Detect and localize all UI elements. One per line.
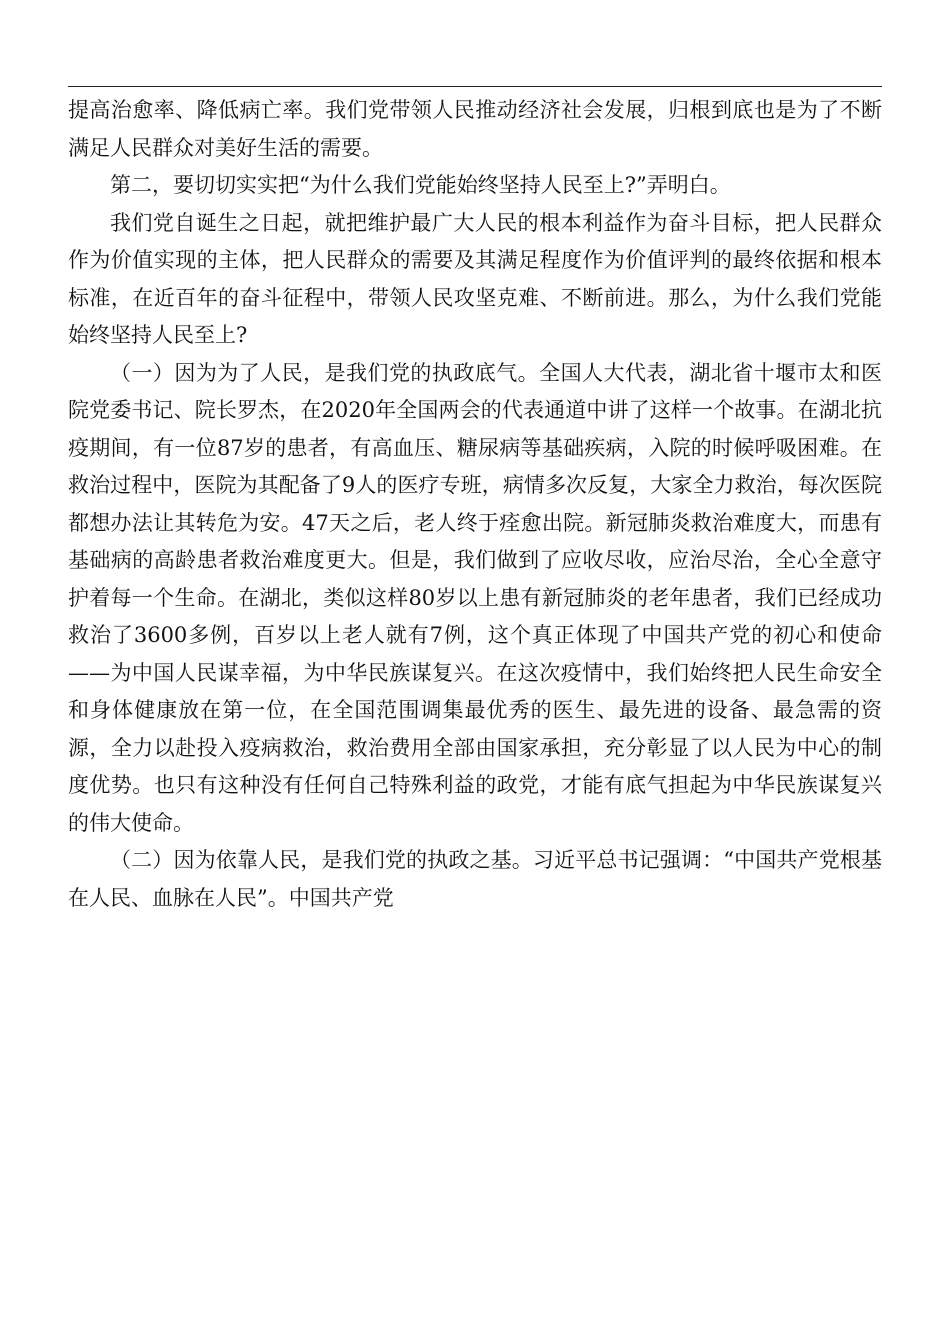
paragraph-section-two-heading: 第二，要切切实实把“为什么我们党能始终坚持人民至上?”弄明白。 <box>110 173 731 197</box>
paragraph-point-one: （一）因为为了人民，是我们党的执政底气。全国人大代表，湖北省十堰市太和医院党委书记、院长罗杰，在2020年全国两会的代表通道中讲了这样一个故事。在湖北抗疫期间，有一位87岁的患者，有高血压、糖尿病等基础疾病，入院的时候呼吸困难。在救治过程中，医院为其配备了9人的医疗专班，病情多次反复，大家全力救治，每次医院都想办法让其转危为安。47天之后，老人终于痊愈出院。新冠肺炎救治难度大，而患有基础病的高龄患者救治难度更大。但是，我们做到了应收尽收，应治尽治，全心全意守护着每一个生命。在湖北，类似这样80岁以上患有新冠肺炎的老年患者，我们已经成功救治了3600多例，百岁以上老人就有7例，这个真正体现了中国共产党的初心和使命——为中国人民谋幸福，为中华民族谋复兴。在这次疫情中，我们始终把人民生命安全和身体健康放在第一位，在全国范围调集最优秀的医生、最先进的设备、最急需的资源，全力以赴投入疫病救治，救治费用全部由国家承担，充分彰显了以人民为中心的制度优势。也只有这种没有任何自己特殊利益的政党，才能有底气担起为中华民族谋复兴的伟大使命。 <box>68 360 882 835</box>
document-body <box>68 92 882 917</box>
header-rule <box>68 86 882 87</box>
paragraph-party-purpose: 我们党自诞生之日起，就把维护最广大人民的根本利益作为奋斗目标，把人民群众作为价值实现的主体，把人民群众的需要及其满足程度作为价值评判的最终依据和根本标准，在近百年的奋斗征程中，带领人民攻坚克难、不断前进。那么，为什么我们党能始终坚持人民至上? <box>68 210 882 347</box>
paragraph-continuation: 提高治愈率、降低病亡率。我们党带领人民推动经济社会发展，归根到底也是为了不断满足人民群众对美好生活的需要。 <box>68 98 882 160</box>
paragraph-point-two: （二）因为依靠人民，是我们党的执政之基。习近平总书记强调：“中国共产党根基在人民、血脉在人民”。中国共产党 <box>68 848 882 910</box>
